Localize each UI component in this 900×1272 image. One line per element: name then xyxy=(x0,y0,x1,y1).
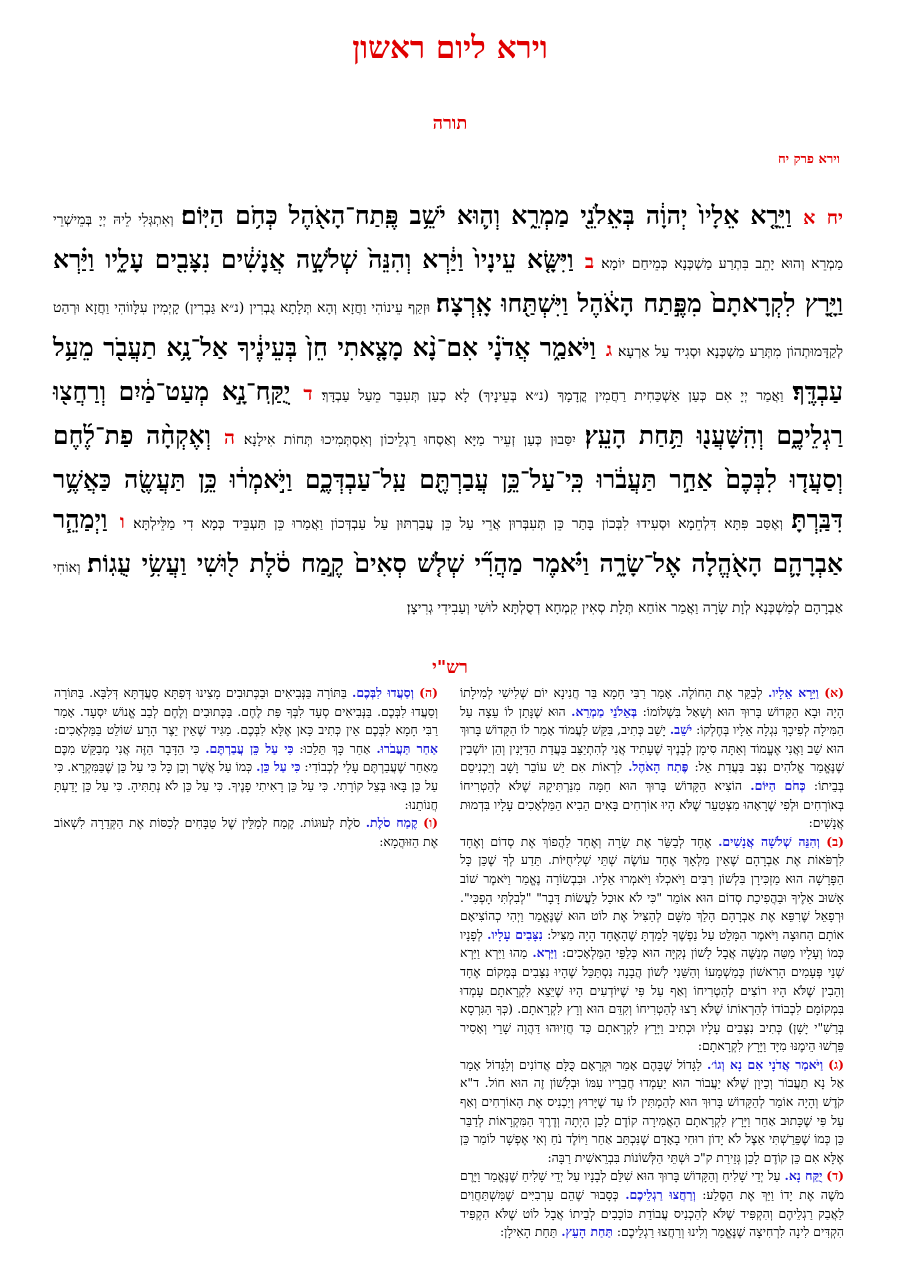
rashi-heading-phrase: בְּאֵלֹנֵי מַמְרֵא. xyxy=(571,703,638,719)
verse-number: ה xyxy=(224,427,235,449)
rashi-heading-phrase: וַיַּרְא. xyxy=(532,945,558,961)
rashi-heading-phrase: וְהִנֵּה שְׁלֹשָׁה אֲנָשִׁים. xyxy=(718,833,820,849)
rashi-verse-number: (ג) xyxy=(828,1056,844,1072)
verse-number: ב xyxy=(584,251,595,273)
rashi-heading-phrase: וְסַעֲדוּ לִבְּכֶם. xyxy=(352,685,414,700)
rashi-heading-phrase: פֶּתַח הָאֹהֶל. xyxy=(628,759,689,775)
rashi-paragraph xyxy=(460,833,844,1056)
rashi-heading-phrase: יֹשֵׁב. xyxy=(669,722,693,738)
rashi-heading-phrase: וַיֵּרָא אֵלָיו. xyxy=(767,685,819,700)
verse-text: וַיִּשָּׂ֤א עֵינָיו֙ וַיַּ֔רְא וְהִנֵּה֙ שְׁלֹשָׁ֣ה אֲנָשִׁ֔ים נִצָּבִ֖ים עָלָ֑יו וַיַּ֗רְא וַיָּ֤רָץ לִקְרָאתָם֙ מִפֶּ֣תַח הָאֹ֔הֶל וַיִּשְׁתַּ֖חוּ אָֽרְצָה׃ xyxy=(53,245,843,318)
rashi-heading-phrase: וַיֹּאמַר אֲדֹנָי אִם נָא וְגוֹ׳. xyxy=(706,1056,824,1072)
targum-text: יִסַּבוּן כְּעַן זְעֵיר מַיָּא וְאַסְחוּ רַגְלֵיכוֹן וְאִסְתְּמִיכוּ תְּחוֹת אִילָנָא׃ xyxy=(243,432,576,448)
rashi-text: יָשַׁב כְּתִיב, בִּקֵּשׁ לַעֲמוֹד אָמַר לוֹ הַקָּדוֹשׁ בָּרוּךְ הוּא שֵׁב וַאֲנִי אֶעֱמוֹד וְאַתָּה סִימָן לְבָנֶיךָ שֶׁעָתִיד אֲנִי לְהִתְיַצֵּב בַּעֲדַת הַדַּיָּנִין וְהֵן יוֹשְׁבִין שֶׁנֶּאֱמַר אֱלֹהִים נִצָּב בַּעֲדַת אֵל: xyxy=(460,722,844,775)
rashi-heading-phrase: קֶמַח סֹלֶת. xyxy=(365,815,418,831)
rashi-text: אַחַר כָּךְ תֵּלֵכוּ: xyxy=(299,740,371,756)
rashi-heading: רש"י xyxy=(432,657,468,678)
rashi-paragraph xyxy=(54,814,438,851)
rashi-commentary xyxy=(54,684,844,1244)
rashi-heading-phrase: כִּי עַל כֵּן. xyxy=(256,759,301,775)
verse-text: וְאֶקְחָ֨ה פַת־לֶ֜חֶם וְסַעֲד֤וּ לִבְּכֶם֙ אַחַ֣ר תַּעֲבֹ֔רוּ כִּֽי־עַל־כֵּ֥ן עֲבַרְתֶּ֖ם עַֽל־עַבְדְּכֶ֑ם וַיֹּ֣אמְר֔וּ כֵּ֥ן תַּעֲשֶׂ֖ה כַּאֲשֶׁ֥ר דִּבַּֽרְתָּ׃ xyxy=(53,421,844,534)
rashi-text: סֹלֶת לְעוּגוֹת. קֶמַח לְמַלֵּין שֶׁל טַבָּחִים לְכַסּוֹת אֶת הַקְּדֵרָה לִשְׁאוֹב אֶת הַזּוּהֲמָא: xyxy=(54,815,438,849)
rashi-text: לְבַקֵּר אֶת הַחוֹלֶה. אָמַר רַבִּי חָמָא בַּר חֲנִינָא יוֹם שְׁלִישִׁי לְמִילָתוֹ הָיָה וּבָא הַקָּדוֹשׁ בָּרוּךְ הוּא וְשָׁאַל בִּשְׁלוֹמוֹ: xyxy=(460,685,844,719)
rashi-text: כִּי הַדָּבָר הַזֶּה אֲנִי מְבַקֵּשׁ מִכֶּם מֵאַחַר שֶׁעֲבַרְתֶּם עָלַי לְכְבוֹדִי: xyxy=(54,740,438,775)
chapter-number: יח xyxy=(826,207,843,229)
rashi-paragraph xyxy=(460,684,844,833)
verse-number: ו xyxy=(119,511,125,533)
verse-number: א xyxy=(803,207,816,229)
rashi-text: בַּתּוֹרָה בַּנְּבִיאִים וּבַכְּתוּבִים מָצִינוּ דְּפִתָּא סַעֲדְתָּא דְּלִבָּא. בַּתּוֹרָה וְסַעֲדוּ לִבְּכֶם. בַּנְּבִיאִים סְעָד לִבְּךָ פַּת לֶחֶם. בַּכְּתוּבִים וְלֶחֶם לְבַב אֱנוֹשׁ יִסְעָד. אָמַר רַבִּי חָמָא לִבְּכֶם אֵין כְּתִיב כָּאן אֶלָּא לִבְּכֶם. מַגִּיד שֶׁאֵין יֵצֶר הָרָע שׁוֹלֵט בַּמַּלְאָכִים: xyxy=(54,685,438,738)
targum-text: וַאֲמַר יְיָ אִם כְּעַן אַשְׁכַּחִית רַחֲמִין קֳדָמָךְ (נ״א בְּעֵינָיךְ) לָא כְעַן תְּעִבַּר מֵעַל עַבְדָּךְ׃ xyxy=(321,388,784,404)
targum-text: וּזְקַף עֵינוֹהִי וַחֲזָא וְהָא תְּלָתָא גֻבְרִין (נ״א גַּבְרִין) קָיְמִין עִלָּווֹהִי וַחֲזָא וּרְהַט לְקַדָּמוּתְהוֹן מִתְּרַע מַשְׁכְּנָא וּסְגִיד עַל אַרְעָא׃ xyxy=(53,300,843,360)
rashi-heading-phrase: יֻקַּח נָא. xyxy=(784,1168,823,1184)
verse-text: וַיֹּאמַ֑ר אֲדֹנָ֗י אִם־נָ֨א מָצָ֤אתִי חֵן֙ בְּעֵינֶ֔יךָ אַל־נָ֥א תַעֲבֹ֖ר מֵעַ֥ל עַבְדֶּֽךָ׃ xyxy=(53,333,843,406)
rashi-paragraph xyxy=(54,684,438,814)
rashi-text: כְּסָבוּר שֶׁהֵם עַרְבִיִּים שֶׁמִּשְׁתַּחֲוִים לַאֲבַק רַגְלֵיהֶם וְהִקְפִּיד שֶׁלֹּא לְהַכְנִיס עֲבוֹדַת כּוֹכָבִים לְבֵיתוֹ אֲבָל לוֹט שֶׁלֹּא הִקְפִּיד הִקְדִּים לִינָה לִרְחִיצָה שֶׁנֶּאֱמַר וְלִינוּ וְרַחֲצוּ רַגְלֵיכֶם: xyxy=(460,1187,844,1240)
torah-text xyxy=(53,196,843,628)
rashi-heading-phrase: כִּי עַל כֵּן עֲבַרְתֶּם. xyxy=(205,740,294,756)
verse-text: יֻקַּֽח־נָ֣א מְעַט־מַ֔יִם וְרַחֲצ֖וּ רַגְלֵיכֶ֑ם וְהִֽשָּׁעֲנ֖וּ תַּ֥חַת הָעֵֽץ׃ xyxy=(53,377,843,450)
rashi-heading-phrase: נִצָּבִים עָלָיו. xyxy=(487,926,543,942)
rashi-text: מַהוּ וַיַּרְא וַיַּרְא שְׁנֵי פְּעָמִים הָרִאשׁוֹן כְּמַשְׁמָעוֹ וְהַשֵּׁנִי לְשׁוֹן הֲבָנָה נִסְתַּכֵּל שֶׁהָיוּ נִצָּבִים בְּמָקוֹם אֶחָד וְהֵבִין שֶׁלֹּא הָיוּ רוֹצִים לְהַטְרִיחוֹ וְאַף עַל פִּי שֶׁיּוֹדְעִים הָיוּ שֶׁיֵּצֵא לִקְרָאתָם עָמְדוּ בִּמְקוֹמָם לִכְבוֹדוֹ לְהַרְאוֹתוֹ שֶׁלֹּא רָצוּ לְהַטְרִיחוֹ וְקִדֵּם הוּא וְרָץ לִקְרָאתָם. (כְּךָ הַגִּרְסָא בְּרַשִׁ"י יָשָׁן) כְּתִיב נִצָּבִים עָלָיו וּכְתִיב וַיָּרָץ לִקְרָאתָם כַּד חֲזִיוּהוּ דַּהֲוָה שָׁרֵי וְאָסִיר פֵּרְשׁוּ הֵימֶנּוּ מִיָּד וַיָּרָץ לִקְרָאתָם: xyxy=(460,945,844,1054)
verse-number: ד xyxy=(303,383,313,405)
rashi-verse-number: (א) xyxy=(824,685,844,700)
rashi-text: לְפָנָיו כְּמוֹ וְעָלָיו מַטֵּה מְנַשֶּׁה אֲבָל לָשׁוֹן נְקִיָּה הוּא כְּלַפֵּי הַמַּלְאָכִים: xyxy=(460,926,844,961)
targum-text: וְאֶסַּב פִּתָּא דִּלְחֵמָא וּסְעִידוּ לִבְּכוֹן בָּתַר כֵּן תְּעִבְּרוּן אֲרֵי עַל כֵּן עֲבַרְתּוּן עַל עַבְדְּכוֹן וַאֲמַרוּ כֵּן תַּעְבֵּיד כְּמָא דִי מַלֵּילְתָּא׃ xyxy=(133,516,783,532)
rashi-heading-phrase: תַּחַת הָעֵץ. xyxy=(561,1224,613,1240)
rashi-text: כְּמוֹ עַל אֲשֶׁר וְכֵן כָּל כִּי עַל כֵּן שֶׁבַּמִּקְרָא. כִּי עַל כֵּן בָּאוּ בְּצֵל קוֹרָתִי. כִּי עַל כֵּן רָאִיתִי פָנֶיךָ. כִּי עַל כֵּן לֹא נְתַתִּיהָ. כִּי עַל כֵּן יָדַעְתָּ חֲנוֹתֵנוּ: xyxy=(54,759,438,812)
rashi-verse-number: (ה) xyxy=(419,685,438,700)
verse-text: וַיְמַהֵ֧ר אַבְרָהָ֛ם הָאֹ֖הֱלָה אֶל־שָׂרָ֑ה וַיֹּ֗אמֶר מַהֲרִ֞י שְׁלֹ֤שׁ סְאִים֙ קֶ֣מַח סֹ֔לֶת ל֖וּשִׁי וַעֲשִׂ֥י עֻגֽוֹת׃ xyxy=(53,505,843,578)
targum-text: וְאִתְגְּלִי לֵיהּ יְיָ בְּמֵישְׁרֵי מַמְרֵא וְהוּא יָתֵב בִּתְרַע מַשְׁכְּנָא כְּמֵיחַם יוֹמָא׃ xyxy=(53,212,844,272)
rashi-text: לַגָּדוֹל שֶׁבָּהֶם אָמַר וּקְרָאָם כֻּלָּם אֲדוֹנִים וְלַגָּדוֹל אָמַר אַל נָא תַעֲבוֹר וְכֵיוָן שֶׁלֹּא יַעֲבוֹר הוּא יַעַמְדוּ חֲבֵרָיו עִמּוֹ וּבְלָשׁוֹן זֶה הוּא חוֹל. ד"א קֹדֶשׁ וְהָיָה אוֹמֵר לְהַקָּדוֹשׁ בָּרוּךְ הוּא לְהַמְתִּין לוֹ עַד שֶׁיָּרוּץ וְיַכְנִיס אֶת הָאוֹרְחִים וְאַף עַל פִּי שֶׁכָּתוּב אַחַר וַיָּרָץ לִקְרָאתָם הָאֲמִירָה קוֹדֶם לָכֵן הָיְתָה וְדֶרֶךְ הַמִּקְרָאוֹת לְדַבֵּר כֵּן כְּמוֹ שֶׁפֵּרַשְׁתִּי אֵצֶל לֹא יָדוֹן רוּחִי בָאָדָם שֶׁנִּכְתַּב אַחַר וַיּוֹלֶד נֹחַ וְאִי אֶפְשָׁר לוֹמַר כֵּן אֶלָּא אִם כֵּן קוֹדֶם לָכֵן גְּזֵירַת ק"כ וּשְׁתֵּי הַלְּשׁוֹנוֹת בִּבְרֵאשִׁית רַבָּה: xyxy=(460,1056,844,1165)
rashi-paragraph xyxy=(460,1167,844,1241)
verse-number: ג xyxy=(605,339,613,361)
verse-text: וַיֵּרָ֤א אֵלָיו֙ יְהוָ֔ה בְּאֵלֹנֵ֖י מַמְרֵ֑א וְה֛וּא יֹשֵׁ֥ב פֶּֽתַח־הָאֹ֖הֶל כְּחֹ֥ם הַיּֽוֹם׃ xyxy=(181,201,792,230)
rashi-heading-phrase: כְּחֹם הַיּוֹם. xyxy=(750,777,806,793)
rashi-text: תַּחַת הָאִילָן: xyxy=(499,1224,558,1240)
rashi-heading-phrase: וְרַחֲצוּ רַגְלֵיכֶם. xyxy=(625,1187,696,1203)
rashi-verse-number: (ב) xyxy=(826,833,844,849)
section-title-torah: תורה xyxy=(432,113,468,134)
rashi-text: עַל יְדֵי שָׁלִיחַ וְהַקָּדוֹשׁ בָּרוּךְ הוּא שִׁלֵּם לְבָנָיו עַל יְדֵי שָׁלִיחַ שֶׁנֶּאֱמַר וַיָּרֶם מֹשֶׁה אֶת יָדוֹ וַיַּךְ אֶת הַסֶּלַע: xyxy=(460,1168,845,1203)
rashi-text: הוֹצִיא הַקָּדוֹשׁ בָּרוּךְ הוּא חַמָּה מִנַּרְתִּיקָהּ שֶׁלֹּא לְהַטְרִיחוֹ בְּאוֹרְחִים וּלְפִי שֶׁרָאָהוּ מִצְטַעֵר שֶׁלֹּא הָיוּ אוֹרְחִים בָּאִים הֵבִיא הַמַּלְאָכִים עָלָיו בִּדְמוּת אֲנָשִׁים: xyxy=(460,777,844,831)
rashi-verse-number: (ו) xyxy=(423,815,438,831)
page-title: וירא ליום ראשון xyxy=(352,30,548,66)
rashi-text: לִרְאוֹת אִם יֵשׁ עוֹבֵר וָשָׁב וְיַכְנִיסֵם בְּבֵיתוֹ: xyxy=(460,759,844,793)
rashi-text: אֶחָד לְבַשֵּׂר אֶת שָׂרָה וְאֶחָד לַהֲפוֹךְ אֶת סְדוֹם וְאֶחָד לִרְפֹּאוֹת אֶת אַבְרָהָם שֶׁאֵין מַלְאָךְ אֶחָד עוֹשֶׂה שְׁתֵּי שְׁלִיחֻיּוֹת. תֵּדַע לְךָ שֶׁכֵּן כָּל הַפָּרָשָׁה הוּא מַזְכִּירָן בִּלְשׁוֹן רַבִּים וַיֹּאכְלוּ וַיֹּאמְרוּ אֵלָיו. וּבִבְשׂוֹרָה נֶאֱמַר וַיֹּאמֶר שׁוֹב אָשׁוּב אֵלֶיךָ וּבַהֲפִיכַת סְדוֹם הוּא אוֹמֵר "כִּי לֹא אוּכַל לַעֲשׂוֹת דָּבָר" "לְבִלְתִּי הָפְכִּי". וּרְפָאֵל שֶׁרִפֵּא אֶת אַבְרָהָם הָלַךְ מִשָּׁם לְהַצִּיל אֶת לוֹט הוּא שֶׁנֶּאֱמַר וַיְהִי כְהוֹצִיאָם אוֹתָם הַחוּצָה וַיֹּאמֶר הִמָּלֵט עַל נַפְשֶׁךָ לָמַדְתָּ שֶׁהָאֶחָד הָיָה מַצִּיל: xyxy=(460,833,844,942)
rashi-text: הוּא שֶׁנָּתַן לוֹ עֵצָה עַל הַמִּילָה לְפִיכָךְ נִגְלָה אֵלָיו בְּחֶלְקוֹ: xyxy=(460,703,844,738)
rashi-paragraph xyxy=(460,1056,844,1168)
rashi-heading-phrase: אַחַר תַּעֲבֹרוּ. xyxy=(376,740,438,756)
targum-text: וְאוֹחִי אַבְרָהָם לְמַשְׁכְּנָא לְוָת שָׂרָה וַאֲמַר אוֹחַא תְּלָת סְאִין קִמְחָא דְסֻלְתָּא לוּשִׁי וְעַבִידִי גְרִיצָן׃ xyxy=(53,560,843,616)
chapter-label: וירא פרק יח xyxy=(777,152,840,167)
rashi-verse-number: (ד) xyxy=(826,1168,844,1184)
